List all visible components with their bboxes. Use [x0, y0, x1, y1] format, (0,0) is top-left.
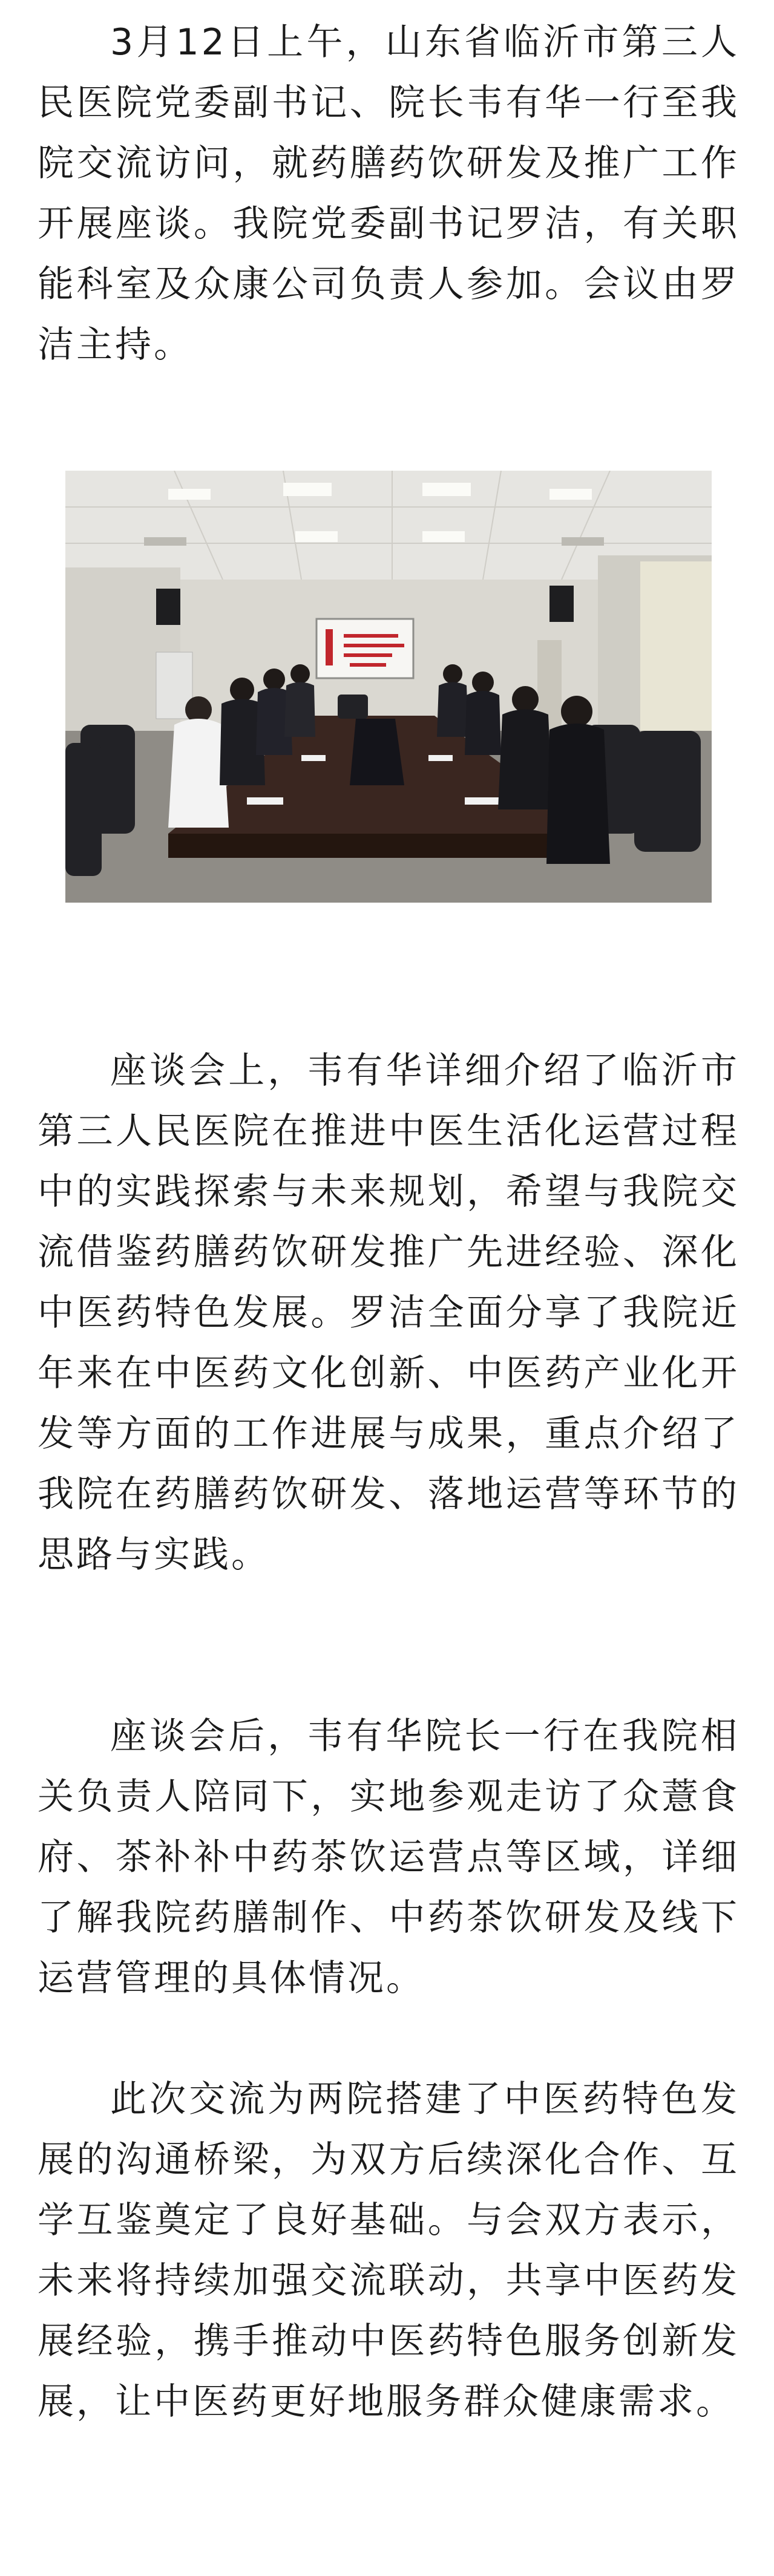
- meeting-photo: [65, 471, 712, 903]
- visit-paragraph: 座谈会后，韦有华院长一行在我院相关负责人陪同下，实地参观走访了众薏食府、茶补补中药茶饮运营点等区域，详细了解我院药膳制作、中药茶饮研发及线下运营管理的具体情况。: [38, 1715, 740, 1999]
- discussion-paragraph: 座谈会上，韦有华详细介绍了临沂市第三人民医院在推进中医生活化运营过程中的实践探索与未来规划，希望与我院交流借鉴药膳药饮研发推广先进经验、深化中医药特色发展。罗洁全面分享了我院近年来在中医药文化创新、中医药产业化开发等方面的工作进展与成果，重点介绍了我院在药膳药饮研发、落地运营等环节的思路与实践。: [38, 1050, 740, 1576]
- conclusion-paragraph: 此次交流为两院搭建了中医药特色发展的沟通桥梁，为双方后续深化合作、互学互鉴奠定了良好基础。与会双方表示，未来将持续加强交流联动，共享中医药发展经验，携手推动中医药特色服务创新发展，让中医药更好地服务群众健康需求。: [38, 2078, 740, 2423]
- intro-paragraph: 3月12日上午，山东省临沂市第三人民医院党委副书记、院长韦有华一行至我院交流访问，就药膳药饮研发及推广工作开展座谈。我院党委副书记罗洁，有关职能科室及众康公司负责人参加。会议由罗洁主持。: [38, 21, 740, 366]
